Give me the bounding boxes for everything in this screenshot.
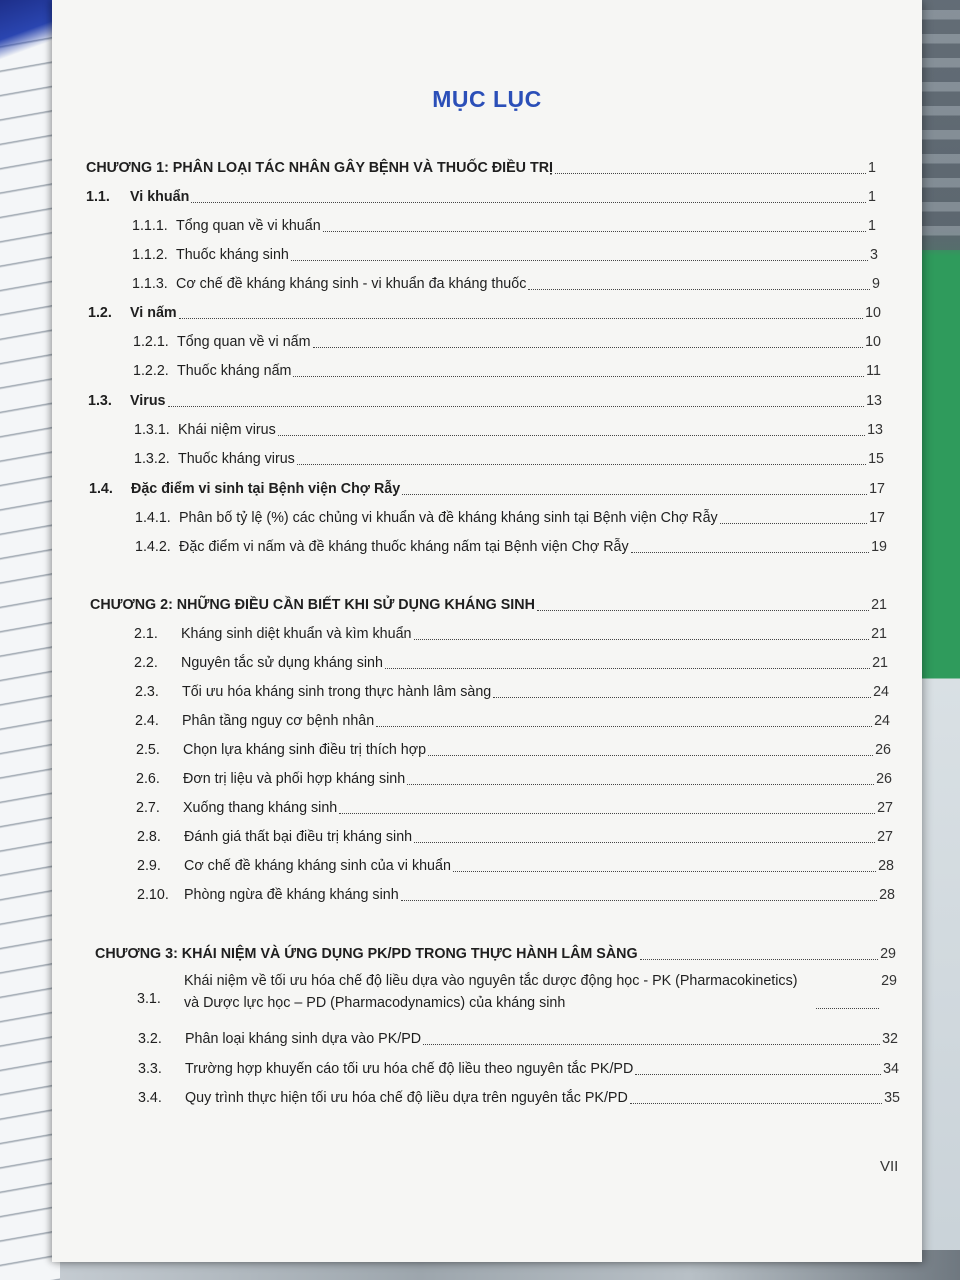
toc-page-number: 27 <box>877 829 893 845</box>
leader-dots <box>297 463 866 465</box>
toc-entry-number: 2.2. <box>134 655 158 671</box>
leader-dots <box>528 288 870 290</box>
toc-entry[interactable] <box>135 509 885 527</box>
toc-entry[interactable] <box>88 392 882 410</box>
toc-entry[interactable] <box>133 333 881 351</box>
toc-page-number: 24 <box>874 713 890 729</box>
toc-entry[interactable] <box>138 1089 900 1107</box>
toc-page-number: 29 <box>880 946 896 962</box>
toc-page-number: 13 <box>866 393 882 409</box>
toc-entry-number: 2.1. <box>134 626 158 642</box>
leader-dots <box>414 638 870 640</box>
toc-entry-title: Trường hợp khuyến cáo tối ưu hóa chế độ liều theo nguyên tắc PK/PD <box>185 1061 634 1077</box>
toc-entry-title: Tổng quan về vi nấm <box>177 334 311 350</box>
toc-page-number: 34 <box>883 1061 899 1077</box>
leader-dots <box>291 259 868 261</box>
toc-chapter-title: CHƯƠNG 2: NHỮNG ĐIỀU CẦN BIẾT KHI SỬ DỤNG KHÁNG SINH <box>90 597 535 613</box>
leader-dots <box>640 958 878 960</box>
toc-page-number: 17 <box>869 481 885 497</box>
toc-entry[interactable] <box>136 741 891 759</box>
leader-dots <box>630 1102 882 1104</box>
leader-dots <box>385 667 870 669</box>
leader-dots <box>493 696 871 698</box>
toc-entry-number: 2.10. <box>137 887 169 903</box>
toc-entry-title: Kháng sinh diệt khuẩn và kìm khuẩn <box>181 626 412 642</box>
toc-page-number: 10 <box>865 334 881 350</box>
toc-entry-number: 3.2. <box>138 1031 162 1047</box>
page-number-footer: VII <box>880 1158 899 1175</box>
table-of-contents <box>52 0 922 1262</box>
toc-entry-title: Khái niệm virus <box>178 422 276 438</box>
toc-page-number: 1 <box>868 189 876 205</box>
leader-dots <box>414 841 875 843</box>
toc-page-number: 26 <box>876 771 892 787</box>
toc-entry[interactable] <box>132 246 878 264</box>
toc-entry[interactable] <box>132 275 880 293</box>
toc-entry[interactable] <box>134 625 887 643</box>
toc-entry-title: Phòng ngừa đề kháng kháng sinh <box>184 887 399 903</box>
toc-entry-number: 1.4. <box>89 481 113 497</box>
toc-entry-title: Đơn trị liệu và phối hợp kháng sinh <box>183 771 406 787</box>
leader-dots <box>423 1043 880 1045</box>
toc-entry-number: 3.3. <box>138 1061 162 1077</box>
toc-chapter-2[interactable] <box>90 596 887 614</box>
toc-page-number: 28 <box>878 858 894 874</box>
toc-entry-number: 1.2.1. <box>133 334 169 350</box>
leader-dots <box>278 434 865 436</box>
toc-page-number: 3 <box>870 247 878 263</box>
toc-entry-number: 1.3.1. <box>134 422 170 438</box>
toc-entry-number: 2.9. <box>137 858 161 874</box>
page-title: MỤC LỤC <box>432 86 542 112</box>
toc-page <box>52 0 922 1262</box>
toc-entry[interactable] <box>137 970 897 1014</box>
toc-entry[interactable] <box>135 712 890 730</box>
toc-entry-number: 3.4. <box>138 1090 162 1106</box>
toc-entry[interactable] <box>137 828 893 846</box>
toc-chapter-title: CHƯƠNG 3: KHÁI NIỆM VÀ ỨNG DỤNG PK/PD TRONG THỰC HÀNH LÂM SÀNG <box>95 946 638 962</box>
toc-entry-title: Đặc điểm vi sinh tại Bệnh viện Chợ Rẫy <box>131 481 401 497</box>
toc-page-number: 11 <box>866 363 881 379</box>
toc-entry-number: 1.1. <box>86 189 110 205</box>
toc-entry[interactable] <box>88 304 881 322</box>
toc-page-number: 1 <box>868 160 876 176</box>
toc-entry-title: Tối ưu hóa kháng sinh trong thực hành lâm sàng <box>182 684 492 700</box>
toc-entry-number: 3.1. <box>137 991 161 1007</box>
leader-dots <box>720 522 867 524</box>
toc-entry-title: Phân tầng nguy cơ bệnh nhân <box>182 713 375 729</box>
toc-page-number: 35 <box>884 1090 900 1106</box>
leader-dots <box>323 230 866 232</box>
background-binder-left <box>0 0 60 1280</box>
toc-entry[interactable] <box>136 799 893 817</box>
toc-entry[interactable] <box>134 654 888 672</box>
toc-entry-number: 2.4. <box>135 713 159 729</box>
toc-entry[interactable] <box>135 683 889 701</box>
leader-dots <box>376 725 872 727</box>
toc-entry[interactable] <box>135 538 887 556</box>
toc-entry-number: 1.2. <box>88 305 112 321</box>
leader-dots <box>537 609 869 611</box>
toc-entry-number: 1.3. <box>88 393 112 409</box>
toc-entry-title: Vi nấm <box>130 305 177 321</box>
toc-entry[interactable] <box>86 188 876 206</box>
toc-page-number: 21 <box>872 655 888 671</box>
toc-entry-title: Nguyên tắc sử dụng kháng sinh <box>181 655 383 671</box>
toc-page-number: 9 <box>872 276 880 292</box>
toc-entry-number: 1.4.1. <box>135 510 171 526</box>
toc-chapter-1[interactable] <box>86 159 876 177</box>
toc-entry-title: Cơ chế đề kháng kháng sinh của vi khuẩn <box>184 858 451 874</box>
toc-entry-number: 1.3.2. <box>134 451 170 467</box>
toc-entry-title: Virus <box>130 393 166 409</box>
toc-page-number: 13 <box>867 422 883 438</box>
toc-entry-title: Vi khuẩn <box>130 189 190 205</box>
toc-page-number: 21 <box>871 626 887 642</box>
toc-entry-title: Xuống thang kháng sinh <box>183 800 338 816</box>
toc-page-number: 27 <box>877 800 893 816</box>
leader-dots <box>179 317 863 319</box>
leader-dots <box>402 493 867 495</box>
toc-entry-title: Đặc điểm vi nấm và đề kháng thuốc kháng nấm tại Bệnh viện Chợ Rẫy <box>179 539 629 555</box>
toc-chapter-3[interactable] <box>95 945 896 963</box>
toc-entry[interactable] <box>89 480 885 498</box>
toc-page-number: 17 <box>869 510 885 526</box>
toc-page-number: 1 <box>868 218 876 234</box>
toc-entry[interactable] <box>137 857 894 875</box>
toc-entry-title: Thuốc kháng sinh <box>176 247 289 263</box>
toc-entry[interactable] <box>133 362 881 380</box>
leader-dots <box>816 1007 879 1009</box>
toc-entry[interactable] <box>134 421 883 439</box>
toc-entry-number: 2.7. <box>136 800 160 816</box>
toc-entry-title: Quy trình thực hiện tối ưu hóa chế độ liều dựa trên nguyên tắc PK/PD <box>185 1090 628 1106</box>
toc-page-number: 15 <box>868 451 884 467</box>
toc-entry-title: Tổng quan về vi khuẩn <box>176 218 321 234</box>
leader-dots <box>407 783 874 785</box>
toc-entry[interactable] <box>137 886 895 904</box>
toc-chapter-title: CHƯƠNG 1: PHÂN LOẠI TÁC NHÂN GÂY BỆNH VÀ THUỐC ĐIỀU TRỊ <box>86 160 554 176</box>
toc-entry-title: Phân bố tỷ lệ (%) các chủng vi khuẩn và đề kháng kháng sinh tại Bệnh viện Chợ Rẫy <box>179 510 718 526</box>
toc-entry-title: Khái niệm về tối ưu hóa chế độ liều dựa vào nguyên tắc dược động học - PK (Pharmacokinetics) và Dược lực học – PD (Pharmacodynamics) của kháng sinh <box>184 973 798 1011</box>
toc-entry[interactable] <box>132 217 876 235</box>
toc-entry-number: 1.1.3. <box>132 276 168 292</box>
background-building <box>920 0 960 250</box>
leader-dots <box>191 201 866 203</box>
toc-page-number: 19 <box>871 539 887 555</box>
toc-entry-number: 2.5. <box>136 742 160 758</box>
toc-entry[interactable] <box>138 1030 898 1048</box>
toc-page-number: 10 <box>865 305 881 321</box>
toc-entry[interactable] <box>136 770 892 788</box>
toc-entry[interactable] <box>134 450 884 468</box>
leader-dots <box>631 551 869 553</box>
toc-entry-title: Phân loại kháng sinh dựa vào PK/PD <box>185 1031 422 1047</box>
leader-dots <box>453 870 876 872</box>
leader-dots <box>555 172 866 174</box>
toc-entry-number: 1.1.1. <box>132 218 168 234</box>
toc-page-number: 21 <box>871 597 887 613</box>
leader-dots <box>428 754 873 756</box>
toc-entry-number: 2.3. <box>135 684 159 700</box>
toc-entry-number: 1.4.2. <box>135 539 171 555</box>
toc-entry-number: 2.6. <box>136 771 160 787</box>
leader-dots <box>635 1073 881 1075</box>
toc-entry-number: 2.8. <box>137 829 161 845</box>
toc-entry-number: 1.1.2. <box>132 247 168 263</box>
leader-dots <box>293 375 864 377</box>
leader-dots <box>313 346 864 348</box>
leader-dots <box>168 405 865 407</box>
toc-page-number: 24 <box>873 684 889 700</box>
toc-page-number: 26 <box>875 742 891 758</box>
toc-entry-title: Đánh giá thất bại điều trị kháng sinh <box>184 829 413 845</box>
leader-dots <box>401 899 877 901</box>
toc-page-number: 28 <box>879 887 895 903</box>
leader-dots <box>339 812 875 814</box>
toc-entry-title: Thuốc kháng virus <box>178 451 295 467</box>
toc-entry-title: Cơ chế đề kháng kháng sinh - vi khuẩn đa kháng thuốc <box>176 276 527 292</box>
background-blue-cover <box>0 0 54 80</box>
toc-entry-number: 1.2.2. <box>133 363 169 379</box>
toc-page-number: 32 <box>882 1031 898 1047</box>
toc-page-number: 29 <box>881 973 897 989</box>
toc-entry-title: Chọn lựa kháng sinh điều trị thích hợp <box>183 742 427 758</box>
toc-entry[interactable] <box>138 1060 899 1078</box>
toc-entry-title: Thuốc kháng nấm <box>177 363 292 379</box>
